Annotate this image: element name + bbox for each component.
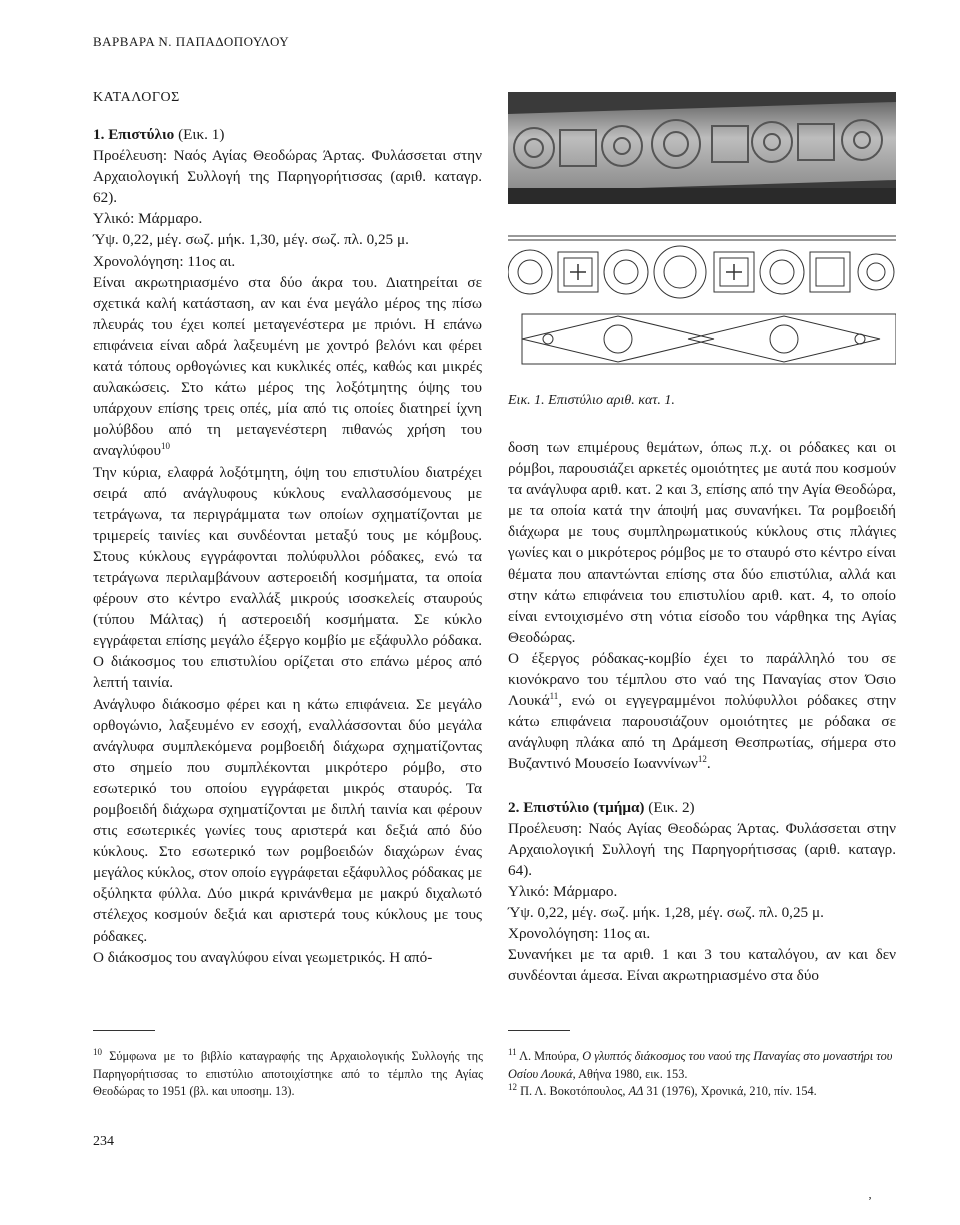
footnote-text: Σύμφωνα με το βιβλίο καταγραφής της Αρχαιολογικής Συλλογής της Παρηγορήτισσας το επιστύλιο αποτοιχίστηκε από το τέμπλο της Αγίας Θεοδώρας το 1951 (βλ. και υποσημ. 13).	[93, 1049, 483, 1098]
entry2-provenance: Προέλευση: Ναός Αγίας Θεοδώρας Άρτας. Φυλάσσεται στην Αρχαιολογική Συλλογή της Παρηγορήτισσας (αριθ. καταγρ. 64).	[508, 819, 896, 879]
entry1-text: Ο έξεργος ρόδακας-κομβίο έχει το παράλληλό του σε κιονόκρανο του τέμπλου στο ναό της Παναγίας στον Όσιο Λουκά	[508, 649, 896, 710]
figure-1	[508, 92, 896, 366]
entry1-material: Υλικό: Μάρμαρο.	[93, 210, 203, 228]
footnote-text: Π. Λ. Βοκοτόπουλος,	[517, 1084, 629, 1098]
entry1-text: Είναι ακρωτηριασμένο στα δύο άκρα του. Διατηρείται σε σχετικά καλή κατάσταση, αν και ένα μεγάλο μέρος της πίσω πλευράς του έχει κοπεί μεταγενέστερα με πριόνι. Η επάνω επιφάνεια είναι αδρά λαξευμένη με χοντρό βελόνι και φέρει κατά τόπους ορθογώνιες και κυκλικές οπές, καθώς και μικρές αυλακώσεις. Στο κάτω μέρος της λοξότμητης όψης του υπάρχουν επίσης τρεις οπές, μία από τις οποίες διατηρεί ίχνη μολύβδου από τη μεταγενέστερη πιθανώς χρήση του αναγλύφου	[93, 273, 482, 460]
entry1-text: , ενώ οι εγγεγραμμένοι πολύφυλλοι ρόδακες στην κάτω επιφάνεια παρουσιάζουν ομοιότητες με ρόδακα σε ανάγλυφη πλάκα από τη Δράμεση Θεσπρωτίας, σήμερα στο Βυζαντινό Μουσείο Ιωαννίνων	[508, 692, 896, 773]
entry1-paragraph	[508, 648, 896, 775]
footnote-rule	[508, 1030, 570, 1031]
entry2-material: Υλικό: Μάρμαρο.	[508, 882, 618, 900]
entry1-fig-ref: (Εικ. 1)	[174, 126, 225, 143]
footnote-number: 12	[508, 1081, 517, 1092]
page-number: 234	[93, 1134, 114, 1149]
entry1-dating: Χρονολόγηση: 11ος αι.	[93, 252, 236, 270]
entry1-paragraph	[93, 272, 482, 462]
footnote-text: 31 (1976), Χρονικά, 210, πίν. 154.	[643, 1084, 817, 1098]
footnote-rule	[93, 1030, 155, 1031]
entry2-dimensions: Ύψ. 0,22, μέγ. σωζ. μήκ. 1,28, μέγ. σωζ. πλ. 0,25 μ.	[508, 903, 824, 921]
entry2-fig-ref: (Εικ. 2)	[644, 798, 695, 816]
entry2-paragraph: Συνανήκει με τα αριθ. 1 και 3 του καταλόγου, αν και δεν συνδέονται άμεσα. Είναι ακρωτηριασμένο στα δύο	[508, 946, 896, 985]
footnote-number: 10	[93, 1046, 102, 1057]
running-head: ΒΑΡΒΑΡΑ Ν. ΠΑΠΑΔΟΠΟΥΛΟΥ	[93, 34, 290, 49]
footnote-text: , Αθήνα 1980, εικ. 153.	[572, 1066, 688, 1081]
entry2-title: 2. Επιστύλιο (τμήμα)	[508, 798, 645, 816]
entry1-paragraph: Ανάγλυφο διάκοσμο φέρει και η κάτω επιφάνεια. Σε μεγάλο ορθογώνιο, λαξευμένο εν εσοχή, εναλλάσσονται δύο μεγάλα ανάγλυφα συμπλεκόμενα ρομβοειδή διάχωρα σχηματίζοντας στο σημείο που συμπλέκονται μικρότερο ρόμβο, στο εσωτερικό του οποίου εγγράφεται μικρός σταυρός. Τα ρομβοειδή διάχωρα σχηματίζονται με διπλή ταινία και φέρουν στις εσωτερικές γωνίες τους αριστερά και δεξιά από δύο κύκλους. Στο εσωτερικό των ρομβοειδών διαχώρων ένας μεγάλος κύκλος, στον οποίο εγγράφεται εξάφυλλος ρόδακας με οξύληκτα φύλλα. Δύο μικρά κρινάνθεμα με μακρύ διχαλωτό στέλεχος κοσμούν δεξιά και αριστερά τους κύκλους με τους ρόδακες.	[93, 695, 482, 945]
entry2-heading	[508, 797, 896, 818]
entry1-heading	[93, 124, 482, 145]
entry1-dimensions: Ύψ. 0,22, μέγ. σωζ. μήκ. 1,30, μέγ. σωζ. πλ. 0,25 μ.	[93, 231, 409, 249]
footnote-ref-12: 12	[697, 754, 707, 765]
stray-mark: ʼ	[868, 1194, 872, 1208]
footnote-number: 11	[508, 1046, 517, 1057]
footnote-title: ΑΔ	[628, 1084, 644, 1098]
footnote-ref-11: 11	[549, 691, 559, 702]
section-heading: ΚΑΤΑΛΟΓΟΣ	[93, 90, 180, 105]
entry1-title: 1. Επιστύλιο	[93, 126, 175, 143]
entry1-paragraph: Την κύρια, ελαφρά λοξότμητη, όψη του επιστυλίου διατρέχει σειρά από ανάγλυφους κύκλους εναλλασσόμενους με τετράγωνα, τα περιγράμματα των οποίων σχηματίζονται με τριμερείς ταινίες και συνδέονται μεταξύ τους με κόμβους. Στους κύκλους εγγράφονται πολύφυλλοι ρόδακες, ενώ τα τετράγωνα περιλαμβάνουν αστεροειδή κοσμήματα, τα οποία φέρουν στο κέντρο εναλλάξ μικρούς ισοσκελείς σταυρούς (τύπου Μάλτας) ή αστεροειδή κοσμήματα. Σε κύκλο εγγράφεται επίσης μεγάλο έξεργο κομβίο με εξάφυλλο ρόδακα. Ο διάκοσμος του επιστυλίου ορίζεται στο επάνω μέρος από λεπτή ταινία.	[93, 463, 482, 692]
architrave-soffit-drawing	[508, 312, 896, 366]
entry1-paragraph: Ο διάκοσμος του αναγλύφου είναι γεωμετρικός. Η από-	[93, 948, 433, 966]
footnote-12	[508, 1083, 898, 1101]
entry1-text: .	[706, 755, 711, 773]
footnotes-right	[508, 1048, 898, 1101]
left-column	[93, 124, 482, 968]
entry2-dating: Χρονολόγηση: 11ος αι.	[508, 925, 651, 943]
footnote-title: Ο γλυπτός διάκοσμος του ναού της Παναγίας στο μοναστήρι του Οσίου Λουκά	[508, 1049, 893, 1081]
footnote-11	[508, 1048, 898, 1083]
entry1-continuation: δοση των επιμέρους θεμάτων, όπως π.χ. οι ρόδακες και οι ρόμβοι, παρουσιάζει αρκετές ομοιότητες με αυτά που κοσμούν τα ανάγλυφα αριθ. κατ. 2 και 3, επίσης από την Αγία Θεοδώρα, με τα οποία κατά την άποψή μας συνανήκει. Τα ρομβοειδή διάχωρα με τους συμπληρωματικούς κύκλους στις πλάγιες γωνίες και ο μικρότερος ρόμβος με το σταυρό στο κέντρο είναι θέματα που απαντώνται επίσης στα δύο επιστύλια, αλλά και στην κάτω επιφάνεια του επιστυλίου αριθ. κατ. 4, το οποίο είναι εντοιχισμένο στη νότια είσοδο του νάρθηκα της Αγίας Θεοδώρας.	[508, 439, 896, 646]
footnote-10	[93, 1048, 483, 1101]
architrave-front-drawing	[508, 228, 896, 306]
footnote-ref-10: 10	[160, 441, 170, 452]
footnote-text: Λ. Μπούρα,	[516, 1049, 583, 1063]
architrave-photo	[508, 92, 896, 204]
right-column	[508, 437, 896, 986]
entry1-provenance: Προέλευση: Ναός Αγίας Θεοδώρας Άρτας. Φυλάσσεται στην Αρχαιολογική Συλλογή της Παρηγορήτισσας (αριθ. καταγρ. 62).	[93, 147, 482, 207]
figure-caption: Εικ. 1. Επιστύλιο αριθ. κατ. 1.	[508, 393, 675, 408]
